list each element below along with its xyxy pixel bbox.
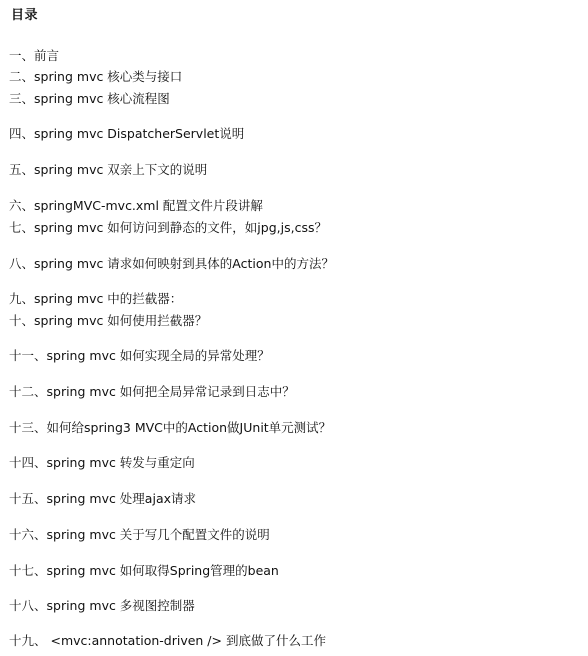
toc-title: 目录 xyxy=(11,8,39,23)
toc-item: 十三、如何给spring3 MVC中的Action做JUnit单元测试？ xyxy=(9,420,332,435)
toc-item: 十四、spring mvc 转发与重定向 xyxy=(9,455,195,470)
toc-item: 十九、 <mvc:annotation-driven /> 到底做了什么工作 xyxy=(9,633,326,648)
toc-item: 十二、spring mvc 如何把全局异常记录到日志中？ xyxy=(9,384,295,399)
toc-item: 十七、spring mvc 如何取得Spring管理的bean xyxy=(9,563,279,578)
toc-item: 三、spring mvc 核心流程图 xyxy=(9,91,170,106)
toc-item: 四、spring mvc DispatcherServlet说明 xyxy=(9,126,245,141)
toc-item: 五、spring mvc 双亲上下文的说明 xyxy=(9,162,208,177)
toc-item: 十一、spring mvc 如何实现全局的异常处理？ xyxy=(9,348,270,363)
toc-item: 十、spring mvc 如何使用拦截器？ xyxy=(9,313,208,328)
toc-item: 十五、spring mvc 处理ajax请求 xyxy=(9,491,196,506)
toc-item: 六、springMVC-mvc.xml 配置文件片段讲解 xyxy=(9,198,263,213)
toc-item: 十八、spring mvc 多视图控制器 xyxy=(9,598,195,613)
toc-item: 七、spring mvc 如何访问到静态的文件，如jpg,js,css？ xyxy=(9,220,327,235)
toc-item: 一、前言 xyxy=(9,48,60,63)
toc-item: 二、spring mvc 核心类与接口 xyxy=(9,69,183,84)
toc-item: 九、spring mvc 中的拦截器： xyxy=(9,291,183,306)
toc-item: 十六、spring mvc 关于写几个配置文件的说明 xyxy=(9,527,270,542)
toc-item: 八、spring mvc 请求如何映射到具体的Action中的方法？ xyxy=(9,256,334,271)
